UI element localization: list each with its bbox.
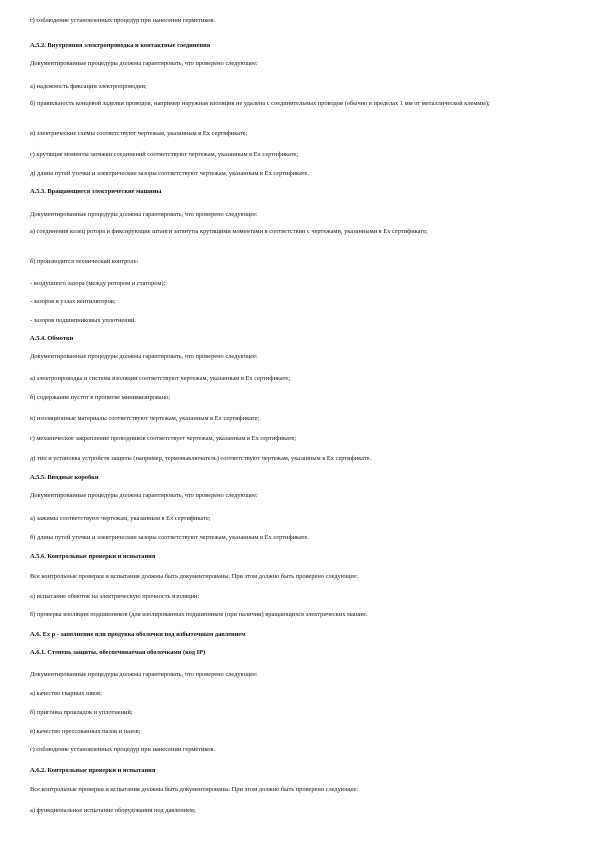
paragraph-line: г) соблюдение установленных процедур при нанесении герметиков.	[30, 746, 216, 753]
paragraph-line: а) качество сварных швов;	[30, 690, 102, 697]
paragraph-line: б) длина путей утечки и электрические зазоры соответствуют чертежам, указанным в Ex сертификате.	[30, 534, 309, 541]
paragraph-line: г) механическое закрепление проводников соответствует чертежам, указанным в Ex сертификате;	[30, 435, 297, 442]
section-heading: A.6.1. Степень защиты, обеспечиваемая оболочками (код IP)	[30, 649, 206, 656]
paragraph-line: д) тип и установка устройств защиты (например, термовыключатель) соответствуют чертежам, указанным в Ex сертификате.	[30, 455, 372, 462]
paragraph-line: б) пригонка прокладок и уплотнений;	[30, 709, 133, 716]
section-heading: A.5.3. Вращающиеся электрические машины	[30, 188, 162, 195]
paragraph-line: б) правильность концевой заделки проводов, например наружная изоляция не удалена с соединительных проводов (обычно в пределах 1 мм от металлической клеммы);	[30, 100, 490, 107]
paragraph-line: в) электрические схемы соответствуют чертежам, указанным в Ex сертификате;	[30, 130, 248, 137]
paragraph-line: а) надежность фиксации электропроводки;	[30, 83, 147, 90]
section-heading: A.5.4. Обмотки	[30, 335, 74, 342]
paragraph-line: д) длина путей утечки и электрические зазоры соответствуют чертежам, указанным в Ex сертификате.	[30, 170, 309, 177]
paragraph-line: в) изоляционные материалы соответствуют чертежам, указанным в Ex сертификате;	[30, 415, 260, 422]
paragraph-line: б) содержание пустот в пропитке минимизировано;	[30, 394, 170, 401]
paragraph-line: а) функциональное испытание оборудования под давлением;	[30, 807, 196, 814]
paragraph-line: г) соблюдение установленных процедур при нанесении герметиков.	[30, 17, 216, 24]
paragraph-line: б) производится технический контроль:	[30, 258, 139, 265]
section-heading: A.6.2. Контрольные проверки и испытания	[30, 767, 156, 774]
paragraph-line: - зазоров в узлах вентиляторов;	[30, 298, 116, 305]
paragraph-line: а) зажимы соответствуют чертежам, указанным в Ex сертификате;	[30, 515, 211, 522]
paragraph-line: а) испытание обмоток на электрическую прочность изоляции;	[30, 593, 200, 600]
paragraph-line: г) крутящие моменты затяжки соединений соответствуют чертежам, указанным в Ex сертификате;	[30, 151, 299, 158]
section-heading: A.5.6. Контрольные проверки и испытания	[30, 553, 156, 560]
paragraph-line: Документированные процедуры должны гарантировать, что проверено следующее:	[30, 671, 258, 678]
paragraph-line: Документированные процедуры должны гарантировать, что проверено следующее:	[30, 492, 258, 499]
paragraph-line: Все контрольные проверки и испытания должны быть документированы. При этом должно быть проверено следующее:	[30, 786, 358, 793]
section-heading: A.6. Ex p - заполнение или продувка оболочки под избыточным давлением	[30, 631, 246, 638]
paragraph-line: Документированные процедуры должны гарантировать, что проверено следующее:	[30, 60, 258, 67]
paragraph-line: а) соединения колец ротора и фиксирующие штанги затянуты крутящими моментами в соответствии с чертежами, указанными в Ex сертификате;	[30, 228, 428, 235]
paragraph-line: б) проверка изоляции подшипников (для изолированных подшипников (при наличии) вращающихся электрических машин.	[30, 611, 368, 618]
paragraph-line: в) качество прессованных пазов и пазов;	[30, 728, 141, 735]
paragraph-line: - воздушного зазора (между ротором и статором);	[30, 280, 166, 287]
paragraph-line: Все контрольные проверки и испытания должны быть документированы. При этом должно быть проверено следующее:	[30, 573, 358, 580]
section-heading: A.5.5. Вводные коробки	[30, 474, 99, 481]
paragraph-line: а) электропроводка и система изоляции соответствуют чертежам, указанным в Ex сертификате;	[30, 375, 290, 382]
paragraph-line: Документированные процедуры должны гарантировать, что проверено следующее:	[30, 211, 258, 218]
paragraph-line: - зазоров подшипниковых уплотнений.	[30, 317, 136, 324]
paragraph-line: Документированные процедуры должны гарантировать, что проверено следующее:	[30, 353, 258, 360]
section-heading: A.5.2. Внутренняя электропроводка и контактные соединения	[30, 42, 211, 49]
